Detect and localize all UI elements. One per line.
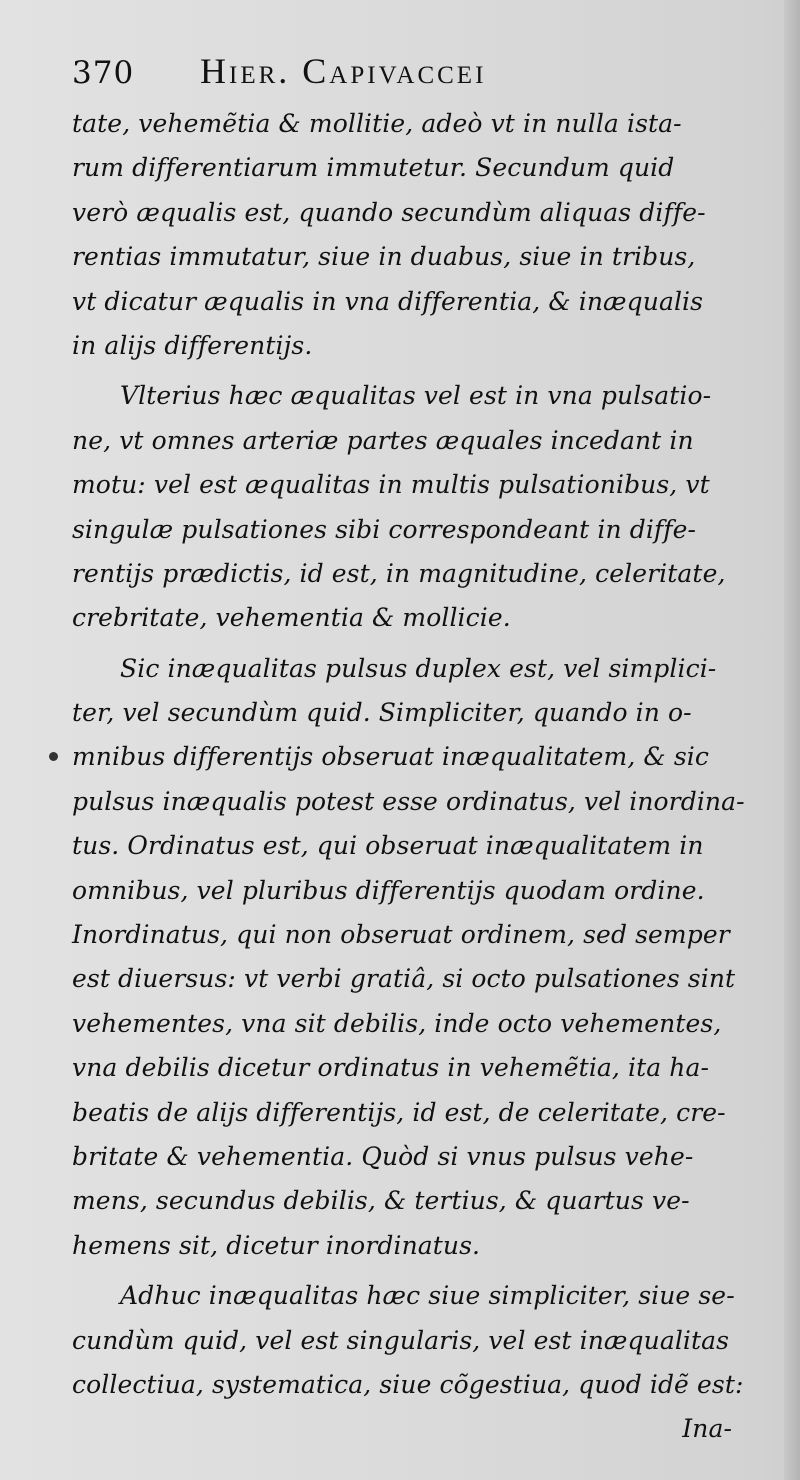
text-line: singulæ pulsationes sibi correspondeant in diffe- bbox=[72, 514, 697, 544]
page-content bbox=[72, 50, 745, 1452]
text-line: in alijs differentijs. bbox=[72, 330, 313, 360]
paragraph-start-line: Vlterius hæc æqualitas vel est in vna pulsatio- bbox=[120, 381, 712, 411]
text-line: vehementes, vna sit debilis, inde octo vehementes, bbox=[72, 1008, 722, 1038]
text-line: rentias immutatur, siue in duabus, siue in tribus, bbox=[72, 242, 696, 272]
text-line: Inordinatus, qui non obseruat ordinem, sed semper bbox=[72, 920, 730, 950]
page-edge bbox=[784, 0, 800, 1480]
text-line: crebritate, vehementia & mollicie. bbox=[72, 603, 511, 633]
text-line: cundùm quid, vel est singularis, vel est inæqualitas bbox=[72, 1325, 730, 1355]
page-number: 370 bbox=[72, 55, 135, 91]
text-line: pulsus inæqualis potest esse ordinatus, vel inordina- bbox=[72, 786, 745, 816]
text-line: vna debilis dicetur ordinatus in vehemẽtia, ita ha- bbox=[72, 1053, 710, 1083]
text-line: tus. Ordinatus est, qui obseruat inæqualitatem in bbox=[72, 831, 704, 861]
text-line: omnibus, vel pluribus differentijs quodam ordine. bbox=[72, 875, 705, 905]
text-line: vt dicatur æqualis in vna differentia, & inæqualis bbox=[72, 286, 704, 316]
text-line: mnibus differentijs obseruat inæqualitatem, & sic bbox=[72, 742, 709, 772]
text-line: britate & vehementia. Quòd si vnus pulsus vehe- bbox=[72, 1141, 694, 1171]
text-line: mens, secundus debilis, & tertius, & quartus ve- bbox=[72, 1186, 690, 1216]
text-line: motu: vel est æqualitas in multis pulsationibus, vt bbox=[72, 470, 710, 500]
text-line: hemens sit, dicetur inordinatus. bbox=[72, 1230, 481, 1260]
text-line: est diuersus: vt verbi gratiâ, si octo pulsationes sint bbox=[72, 964, 736, 994]
running-title: Hier. Capivaccei bbox=[200, 51, 487, 91]
catchword: Ina- bbox=[682, 1414, 732, 1444]
paragraph-start-line: Adhuc inæqualitas hæc siue simpliciter, siue se- bbox=[120, 1281, 735, 1311]
text-line: rentijs prædictis, id est, in magnitudine, celeritate, bbox=[72, 558, 726, 588]
text-line: verò æqualis est, quando secundùm aliquas diffe- bbox=[72, 197, 706, 227]
text-line: collectiua, systematica, siue cõgestiua, quod idẽ est: bbox=[72, 1369, 744, 1399]
text-line: tate, vehemẽtia & mollitie, adeò vt in nulla ista- bbox=[72, 109, 682, 138]
text-line: ter, vel secundùm quid. Simpliciter, quando in o- bbox=[72, 698, 692, 728]
ink-speck bbox=[49, 752, 58, 761]
running-head bbox=[72, 50, 742, 94]
text-line: ne, vt omnes arteriæ partes æquales incedant in bbox=[72, 425, 694, 455]
paragraph-start-line: Sic inæqualitas pulsus duplex est, vel simplici- bbox=[120, 653, 717, 683]
text-line: rum differentiarum immutetur. Secundum quid bbox=[72, 153, 675, 183]
text-line: beatis de alijs differentijs, id est, de celeritate, cre- bbox=[72, 1097, 726, 1127]
